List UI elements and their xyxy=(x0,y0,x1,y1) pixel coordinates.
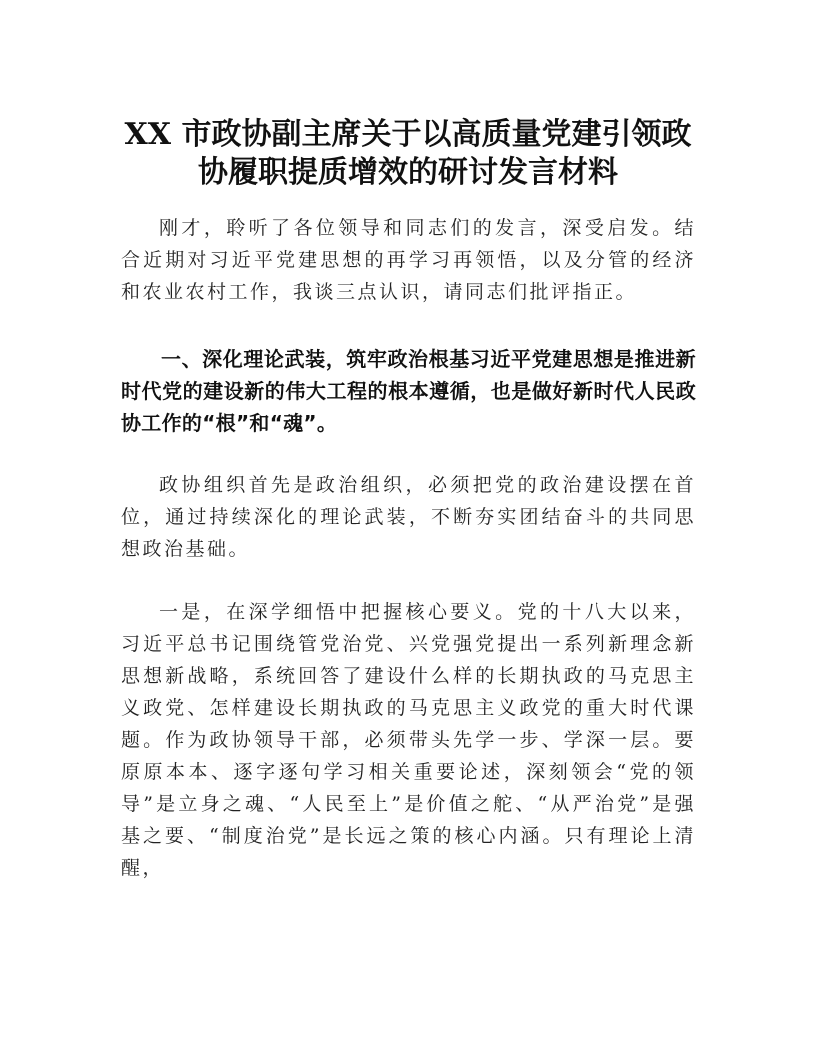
paragraph-intro: 刚才，聆听了各位领导和同志们的发言，深受启发。结合近期对习近平党建思想的再学习再领悟，以及分管的经济和农业农村工作，我谈三点认识，请同志们批评指正。 xyxy=(121,217,696,303)
paragraph-political-organization: 政协组织首先是政治组织，必须把党的政治建设摆在首位，通过持续深化的理论武装，不断夯实团结奋斗的共同思想政治基础。 xyxy=(121,474,696,560)
document-title-line-2: 协履职提质增效的研讨发言材料 xyxy=(198,155,618,190)
paragraph-point-one: 一是，在深学细悟中把握核心要义。党的十八大以来，习近平总书记围绕管党治党、兴党强党提出一系列新理念新思想新战略，系统回答了建设什么样的长期执政的马克思主义政党、怎样建设长期执政的马克思主义政党的重大时代课题。作为政协领导干部，必须带头先学一步、学深一层。要原原本本、逐字逐句学习相关重要论述，深刻领会“党的领导”是立身之魂、“人民至上”是价值之舵、“从严治党”是强基之要、“制度治党”是长远之策的核心内涵。只有理论上清醒， xyxy=(121,601,696,879)
section-heading-1: 一、深化理论武装，筑牢政治根基习近平党建思想是推进新时代党的建设新的伟大工程的根本遵循，也是做好新时代人民政协工作的“根”和“魂”。 xyxy=(121,347,696,435)
document-title-line-1: XX 市政协副主席关于以高质量党建引领政 xyxy=(124,117,692,152)
